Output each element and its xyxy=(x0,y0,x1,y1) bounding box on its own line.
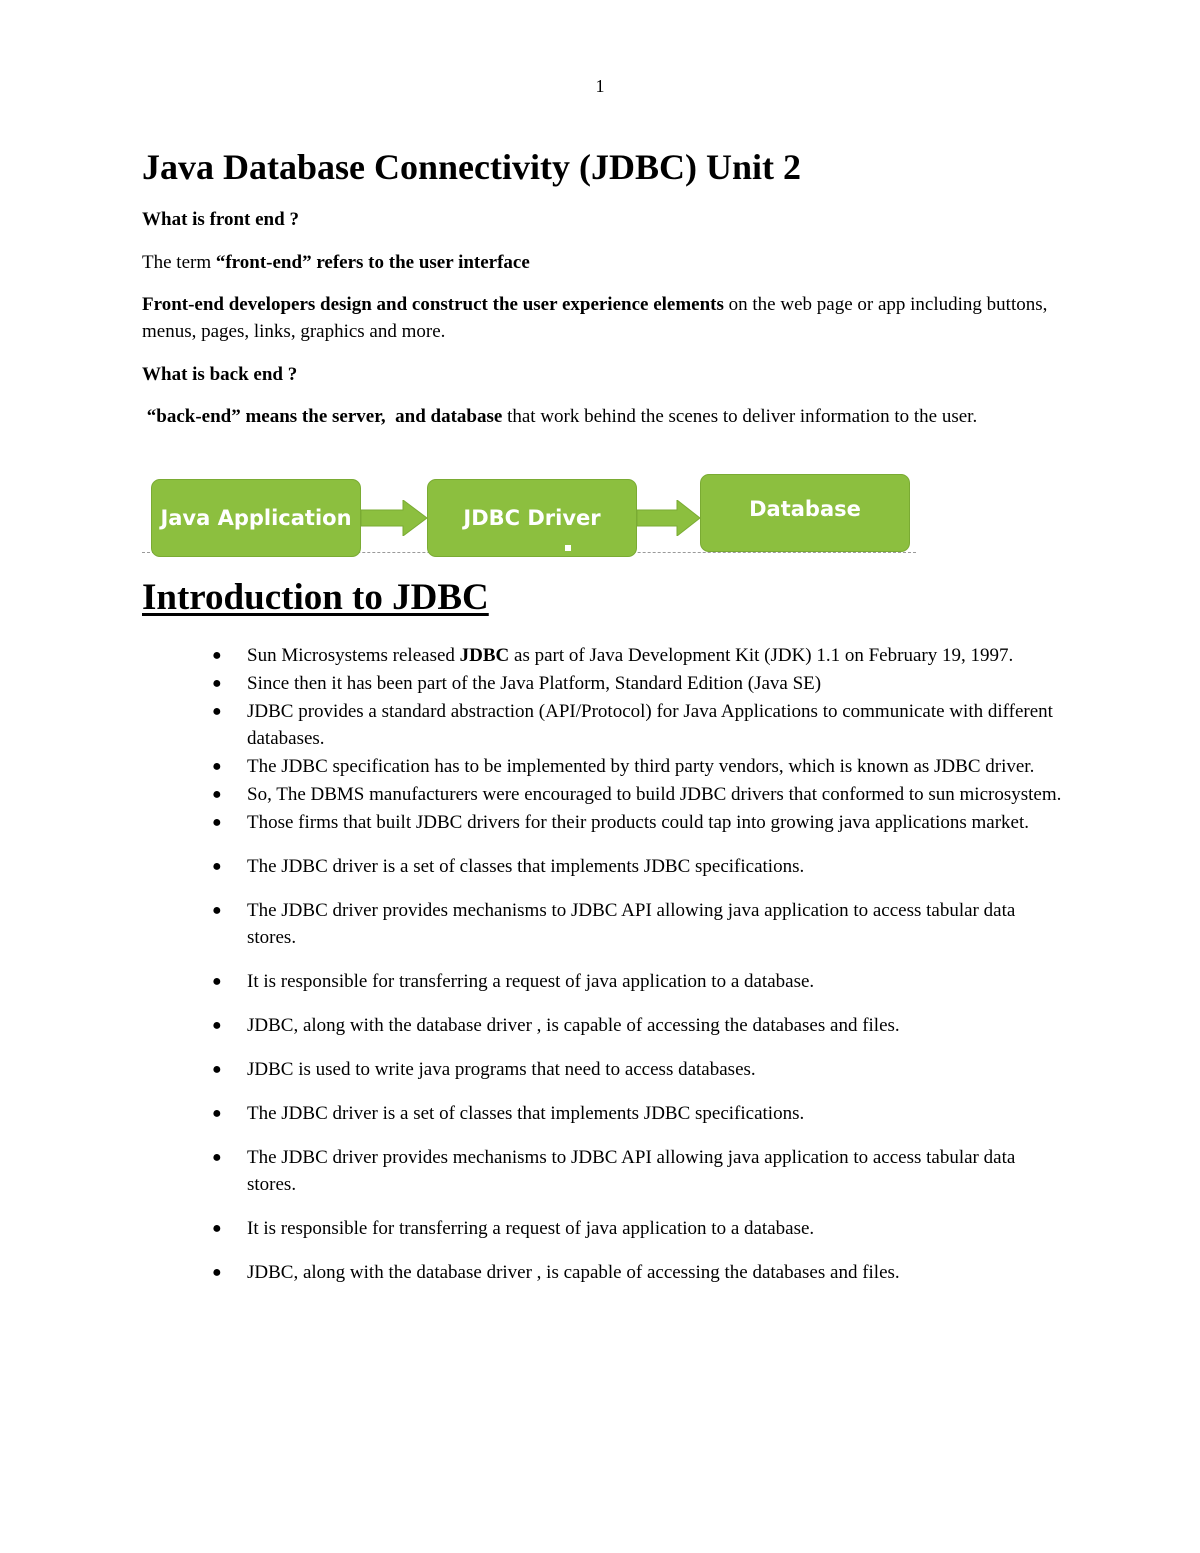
bullet-icon: ● xyxy=(212,1017,222,1034)
list-item xyxy=(142,1259,1062,1286)
list-item-text: So, The DBMS manufacturers were encouraged to build JDBC drivers that conformed to sun microsystem. xyxy=(247,784,1062,805)
list-item-text: The JDBC driver is a set of classes that implements JDBC specifications. xyxy=(247,856,805,877)
list-item-bold: JDBC xyxy=(459,645,510,666)
list-item-text: It is responsible for transferring a request of java application to a database. xyxy=(247,971,815,992)
list-item xyxy=(142,670,1062,697)
right-arrow-icon xyxy=(637,500,700,536)
list-item-text: JDBC is used to write java programs that need to access databases. xyxy=(247,1059,756,1080)
front-end-question xyxy=(142,206,1062,233)
bullet-icon: ● xyxy=(212,703,222,720)
front-end-developers-bold: Front-end developers design and construct the user experience elements xyxy=(142,294,724,315)
list-item-text: JDBC provides a standard abstraction (API/Protocol) for Java Applications to communicate with different databases. xyxy=(247,701,1053,749)
bullet-icon: ● xyxy=(212,902,222,919)
intro-bullet-list xyxy=(142,642,1062,1287)
list-item-text: JDBC, along with the database driver , is capable of accessing the databases and files. xyxy=(247,1262,900,1283)
back-end-definition xyxy=(142,403,1062,430)
list-item xyxy=(142,968,1062,995)
bullet-icon: ● xyxy=(212,1264,222,1281)
list-item-text: Those firms that built JDBC drivers for their products could tap into growing java applications market. xyxy=(247,812,1030,833)
list-item xyxy=(142,897,1062,951)
bullet-icon: ● xyxy=(212,858,222,875)
list-item-rest: as part of Java Development Kit (JDK) 1.1 on February 19, 1997. xyxy=(509,645,1014,666)
front-end-definition-prefix: The term xyxy=(142,252,216,273)
back-end-question-text: What is back end ? xyxy=(142,364,298,385)
list-item xyxy=(142,781,1062,808)
list-item xyxy=(142,1056,1062,1083)
list-item xyxy=(142,698,1062,752)
list-item-text: The JDBC specification has to be implemented by third party vendors, which is known as JDBC driver. xyxy=(247,756,1035,777)
back-end-definition-bold-2: and database xyxy=(395,406,503,427)
driver-marker xyxy=(565,545,571,551)
bullet-icon: ● xyxy=(212,758,222,775)
list-item-text: The JDBC driver provides mechanisms to JDBC API allowing java application to access tabular data stores. xyxy=(247,900,1016,948)
bullet-icon: ● xyxy=(212,1061,222,1078)
list-item-text: The JDBC driver is a set of classes that implements JDBC specifications. xyxy=(247,1103,805,1124)
right-arrow-icon xyxy=(361,500,427,536)
java-application-box: Java Application xyxy=(151,479,361,557)
list-item-text: It is responsible for transferring a request of java application to a database. xyxy=(247,1218,815,1239)
list-item-text: The JDBC driver provides mechanisms to JDBC API allowing java application to access tabular data stores. xyxy=(247,1147,1016,1195)
back-end-definition-rest: that work behind the scenes to deliver information to the user. xyxy=(502,406,978,427)
list-item xyxy=(142,1100,1062,1127)
bullet-icon: ● xyxy=(212,814,222,831)
bullet-icon: ● xyxy=(212,973,222,990)
bullet-icon: ● xyxy=(212,786,222,803)
jdbc-driver-box: JDBC Driver xyxy=(427,479,637,557)
bullet-icon: ● xyxy=(212,1105,222,1122)
document-title: Java Database Connectivity (JDBC) Unit 2 xyxy=(142,147,801,187)
page-number: 1 xyxy=(595,76,605,96)
front-end-developers-rest: on the web page or app including buttons, menus, pages, links, graphics and more. xyxy=(142,294,1048,342)
bullet-icon: ● xyxy=(212,647,222,664)
front-end-developers-paragraph xyxy=(142,291,1062,345)
jdbc-architecture-diagram xyxy=(142,472,922,562)
list-item xyxy=(142,753,1062,780)
list-item xyxy=(142,1012,1062,1039)
list-item xyxy=(142,853,1062,880)
list-item xyxy=(142,642,1062,669)
database-box: Database xyxy=(700,474,910,552)
list-item xyxy=(142,1144,1062,1198)
intro-heading: Introduction to JDBC xyxy=(142,577,489,618)
front-end-question-text: What is front end ? xyxy=(142,209,299,230)
back-end-definition-bold-1: “back-end” means the server, xyxy=(142,406,386,427)
list-item-prefix: Sun Microsystems released xyxy=(247,645,460,666)
list-item xyxy=(142,1215,1062,1242)
front-end-definition xyxy=(142,249,1062,276)
back-end-question xyxy=(142,361,1062,388)
list-item xyxy=(142,809,1062,836)
bullet-icon: ● xyxy=(212,1220,222,1237)
bullet-icon: ● xyxy=(212,1149,222,1166)
list-item-text: Since then it has been part of the Java Platform, Standard Edition (Java SE) xyxy=(247,673,822,694)
bullet-icon: ● xyxy=(212,675,222,692)
list-item-text: JDBC, along with the database driver , is capable of accessing the databases and files. xyxy=(247,1015,900,1036)
front-end-definition-bold: “front-end” refers to the user interface xyxy=(215,252,530,273)
